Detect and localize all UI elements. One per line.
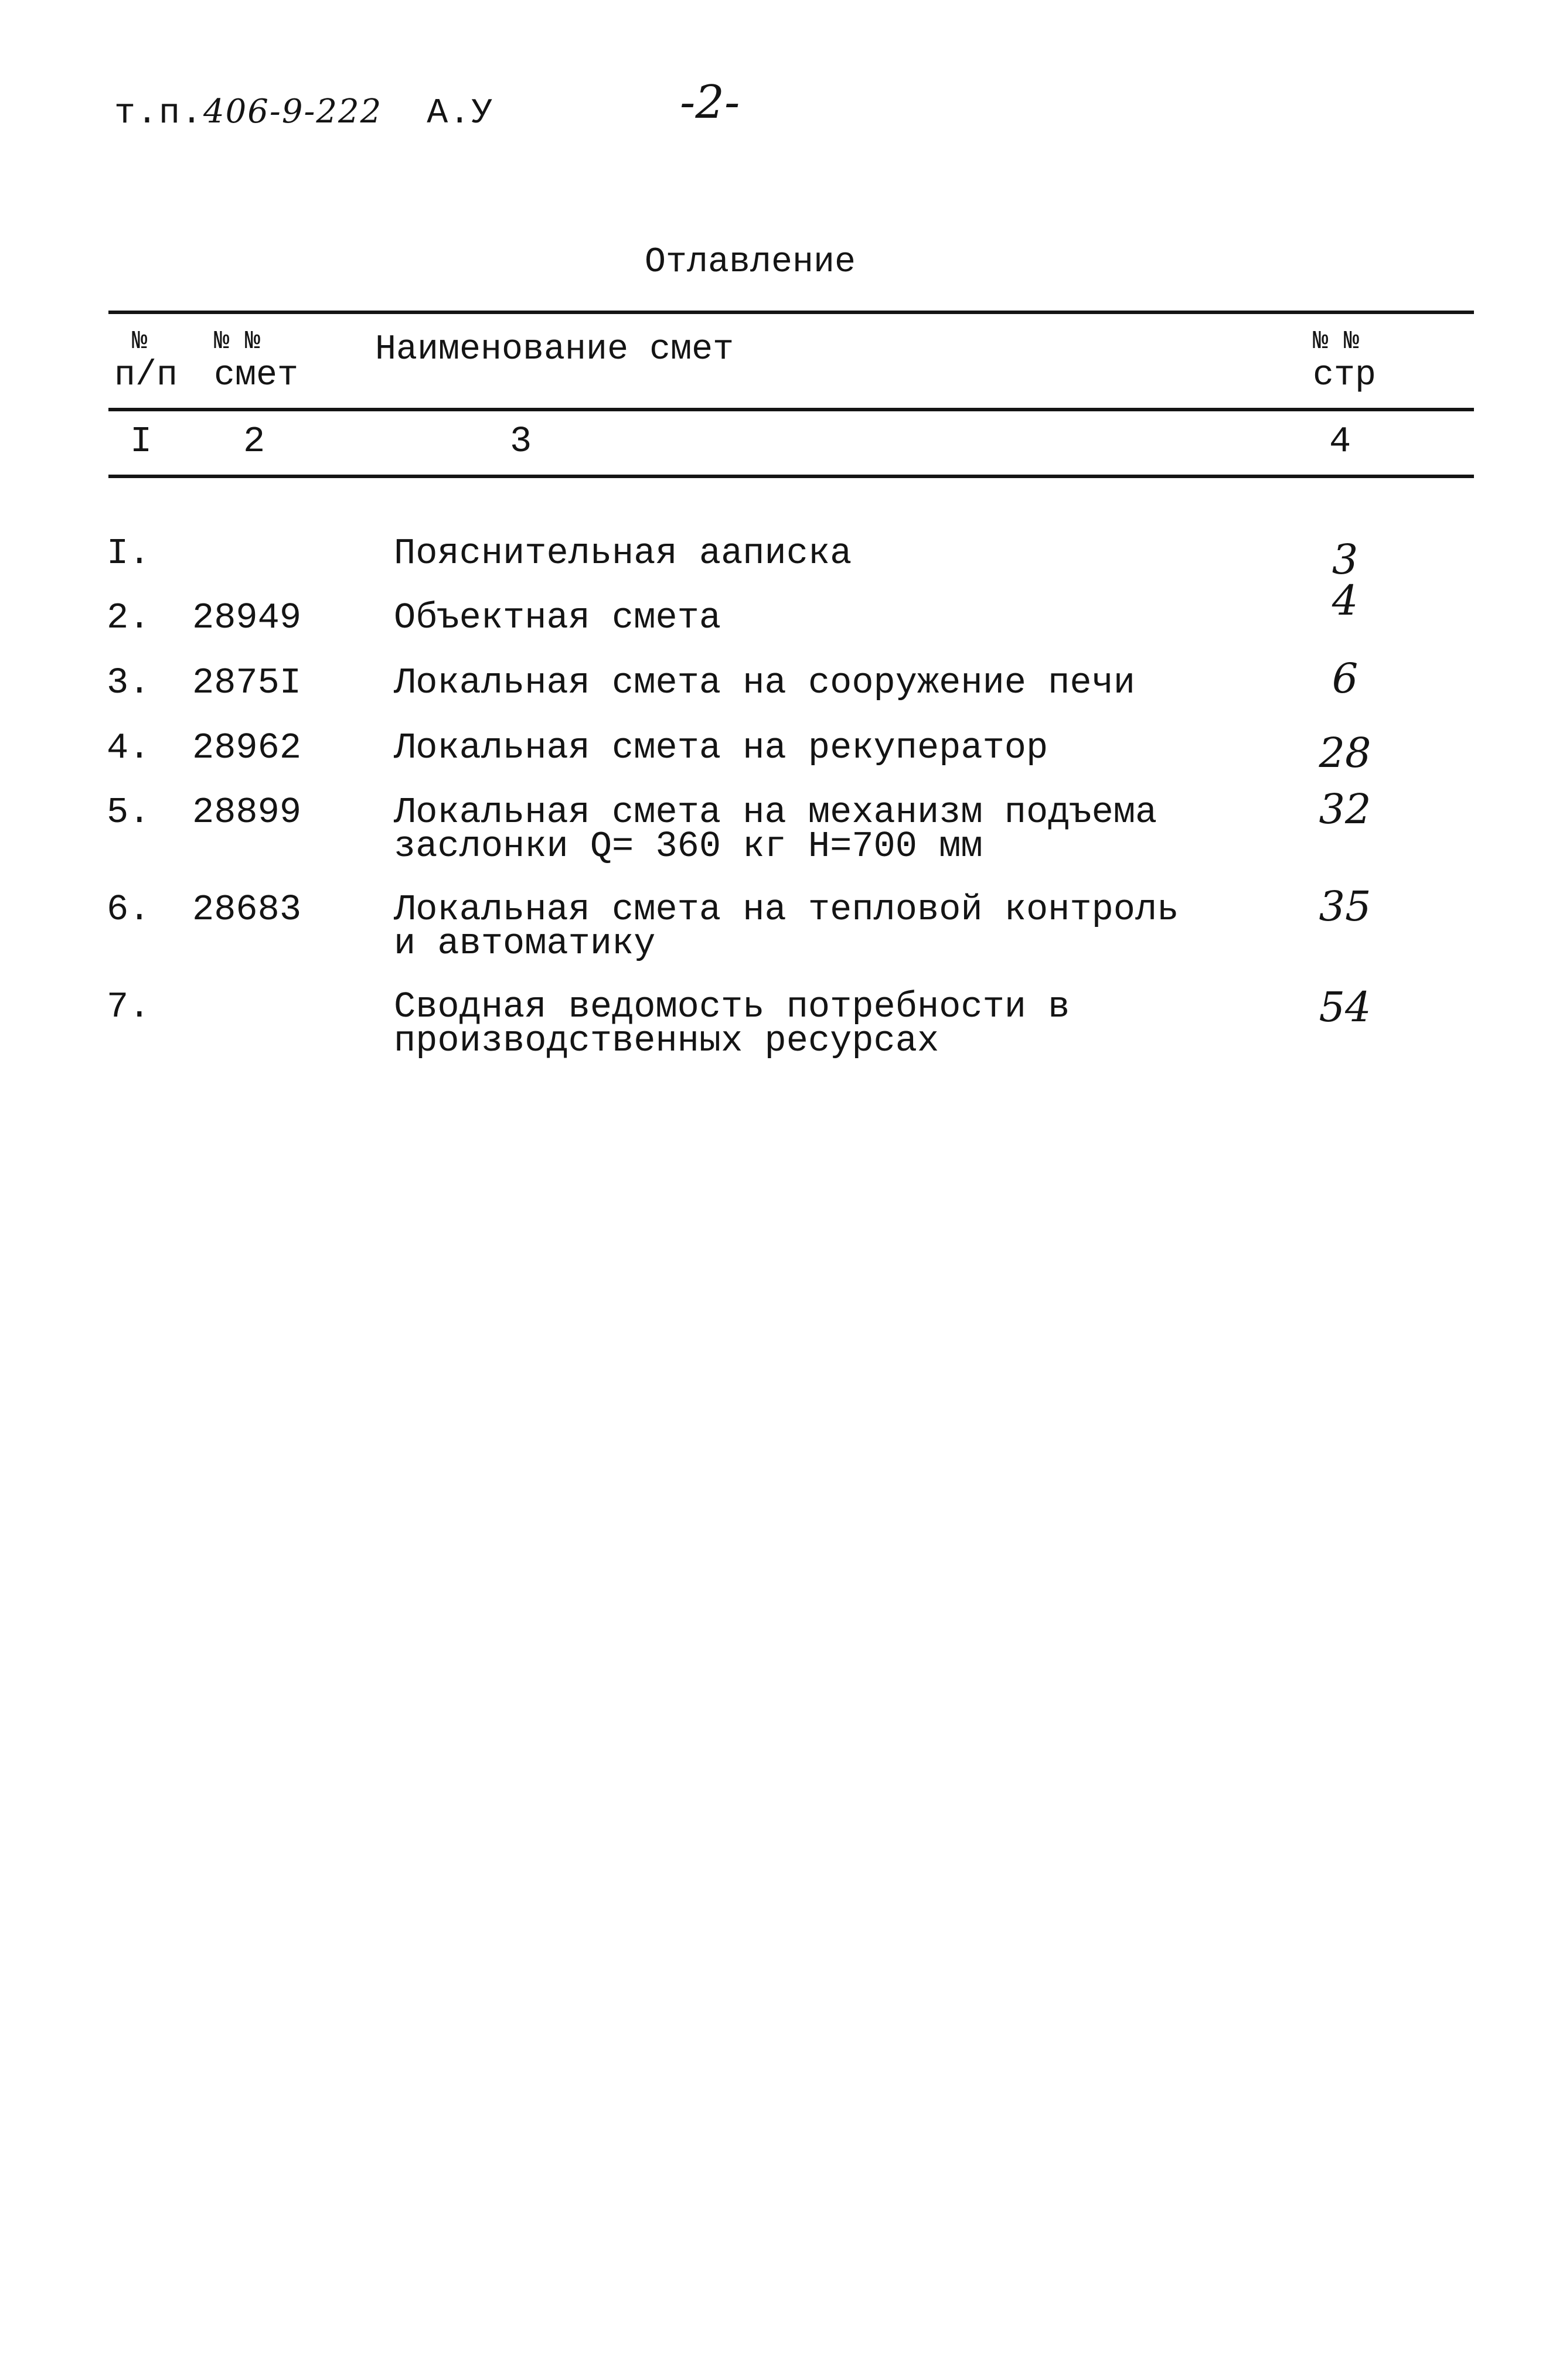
estimate-code: 28962 [192, 727, 302, 769]
table-top-rule [108, 311, 1474, 314]
estimate-name-line: Локальная смета на сооружение печи [394, 662, 1136, 704]
number-sign: № № [214, 327, 261, 356]
row-number: 4. [107, 727, 151, 769]
row-number: 6. [107, 889, 151, 930]
document-code-prefix: т.п. [114, 94, 204, 134]
estimate-name-line: Объектная смета [394, 597, 721, 639]
page-number: -2- [680, 76, 740, 129]
row-number: 3. [107, 662, 151, 704]
estimate-name-line: и автоматику [394, 923, 656, 964]
page-reference: 6 [1332, 654, 1358, 703]
estimate-code: 28899 [192, 792, 302, 833]
estimate-name [394, 727, 1332, 769]
estimate-name-line: Локальная смета на тепловой контроль [394, 889, 1179, 930]
column-header-label: стр [1313, 356, 1377, 395]
estimate-name-line: Сводная ведомость потребности в [394, 986, 1070, 1028]
column-number: 2 [243, 421, 265, 462]
column-number: 3 [510, 421, 532, 462]
row-number: 7. [107, 986, 151, 1028]
row-number: 5. [107, 792, 151, 833]
column-header-estimate-name: Наименование смет [375, 330, 734, 370]
column-number: I [130, 421, 152, 462]
page-reference: 4 [1332, 577, 1358, 625]
column-header-estimate-number [214, 325, 298, 393]
document-code [114, 93, 493, 134]
estimate-name-line: производственных ресурсах [394, 1020, 939, 1062]
document-code-suffix: А.У [427, 94, 494, 134]
estimate-name-line: Локальная смета на механизм подъема [394, 792, 1157, 833]
document-code-number: 406-9-222 [203, 93, 383, 131]
estimate-name [394, 986, 1332, 1062]
column-header-item-number [114, 325, 178, 393]
number-sign: № [132, 327, 148, 356]
estimate-name [394, 597, 1332, 639]
table-body-rule [108, 475, 1474, 478]
row-number: I. [107, 533, 151, 574]
estimate-name [394, 792, 1332, 867]
estimate-name [394, 533, 1332, 574]
page-reference: 54 [1319, 983, 1371, 1031]
row-number: 2. [107, 597, 151, 639]
column-header-page-number [1313, 325, 1376, 393]
column-header-label: п/п [114, 356, 178, 395]
estimate-name [394, 889, 1332, 964]
page-reference: 35 [1319, 882, 1371, 930]
column-header-label: смет [214, 356, 299, 395]
page-reference: 28 [1319, 729, 1371, 777]
page-reference: 3 [1332, 536, 1358, 584]
column-number: 4 [1329, 421, 1351, 462]
estimate-code: 2875I [192, 662, 302, 704]
number-sign: № № [1313, 327, 1360, 356]
table-header-rule [108, 408, 1474, 411]
estimate-name-line: заслонки Q= 360 кг Н=700 мм [394, 826, 983, 867]
estimate-code: 28683 [192, 889, 302, 930]
estimate-code: 28949 [192, 597, 302, 639]
estimate-name-line: Локальная смета на рекуператор [394, 727, 1048, 769]
estimate-name [394, 662, 1332, 704]
page-reference: 32 [1319, 785, 1371, 833]
estimate-name-line: Пояснительная ааписка [394, 533, 852, 574]
toc-title: Отлавление [645, 243, 856, 282]
